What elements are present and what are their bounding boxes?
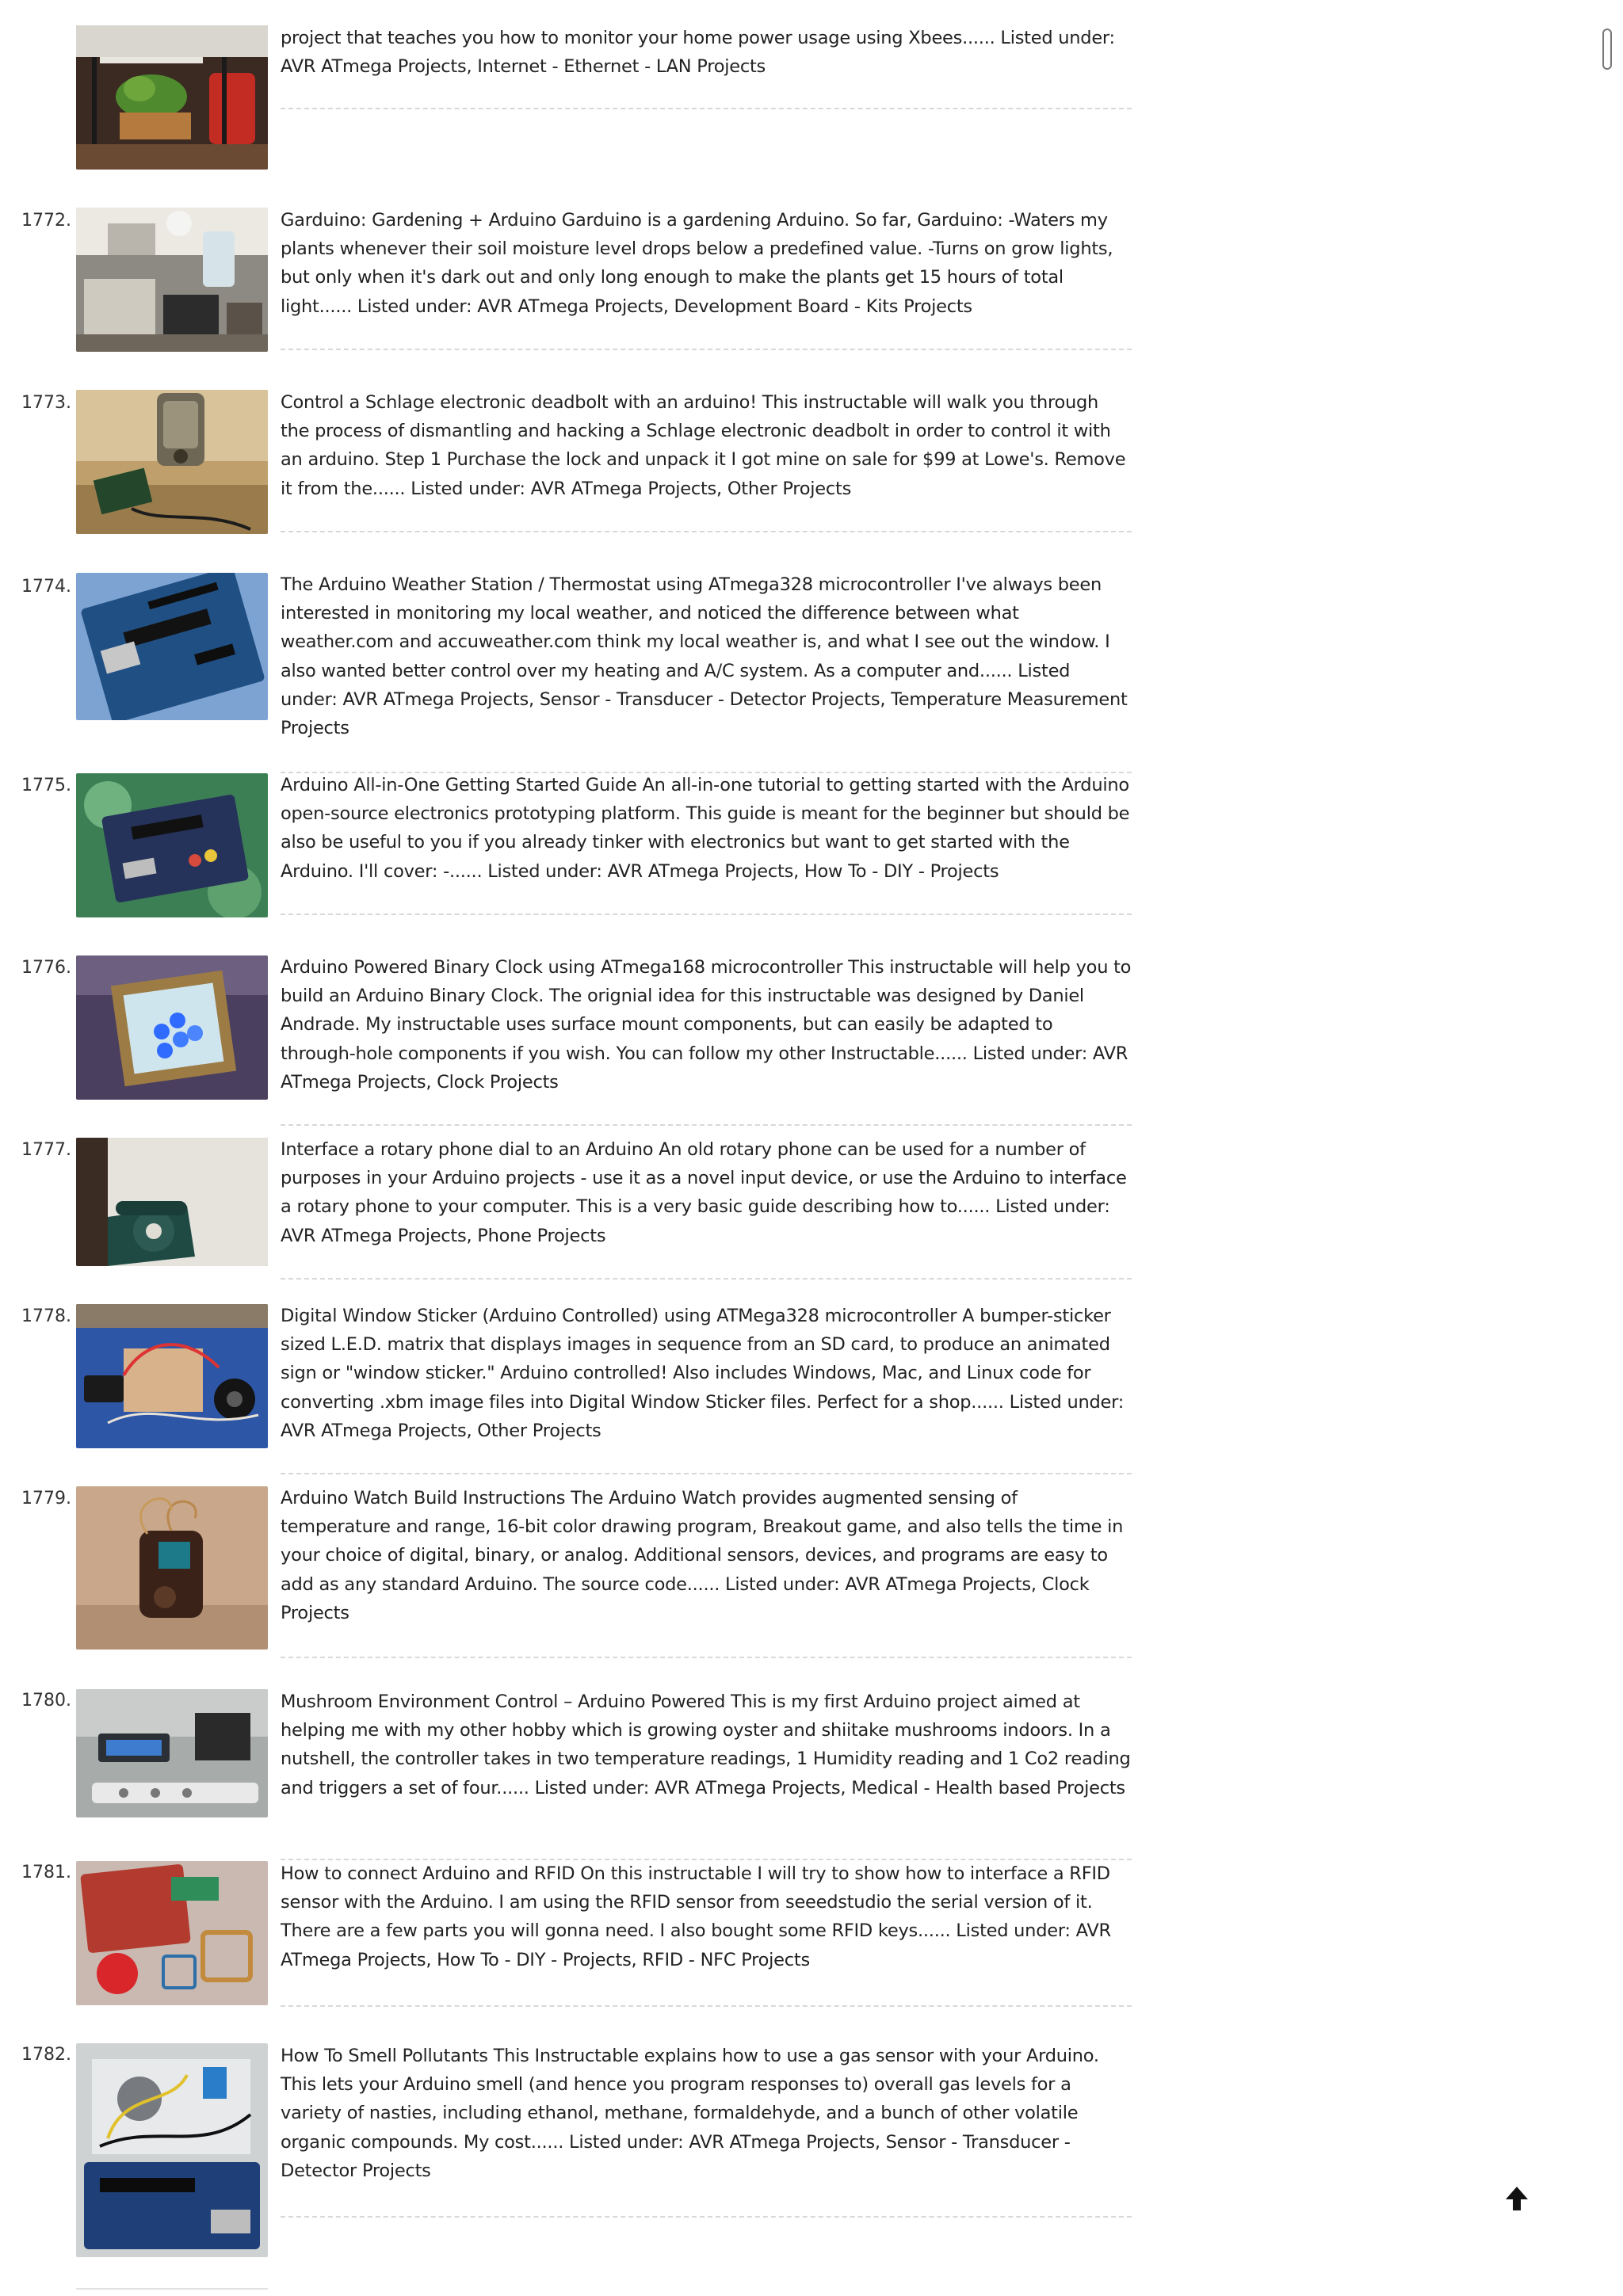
item-number: 1779. bbox=[21, 1489, 71, 1508]
item-description: Arduino All-in-One Getting Started Guide An all-in-one tutorial to getting started with the Arduino open-source electronics prototyping platform. This guide is meant for the beginner but should be also be useful to you if you already tinker with electronics but want to get started with the Arduino. I'll cover: -...... Listed under: AVR ATmega Projects, How To - DIY - Projects bbox=[281, 775, 1130, 882]
item-number: 1772. bbox=[21, 211, 71, 231]
item-description: Digital Window Sticker (Arduino Controlled) using ATMega328 microcontroller A bumper-sticker sized L.E.D. matrix that displays images in sequence from an SD card, to produce an animated sign or "window sticker." Arduino controlled! Also includes Windows, Mac, and Linux code for converting .xbm image files into Digital Window Sticker files. Perfect for a shop...... Listed under: AVR ATmega Projects, Other Projects bbox=[281, 1306, 1125, 1441]
item-thumbnail-link[interactable] bbox=[76, 1138, 268, 1266]
binary-clock-photo-icon bbox=[76, 955, 268, 1100]
item-thumbnail-link[interactable] bbox=[76, 25, 268, 170]
item-number: 1778. bbox=[21, 1306, 71, 1326]
rfid-arduino-photo-icon bbox=[76, 1861, 268, 2005]
item-description: Arduino Watch Build Instructions The Arduino Watch provides augmented sensing of temperature and range, 16-bit color drawing program, Breakout game, and also tells the time in your choice of digital, binary, or analog. Additional sensors, devices, and programs are easy to add as any standard Arduino. The source code...... Listed under: AVR ATmega Projects, Clock Projects bbox=[281, 1488, 1124, 1623]
item-divider bbox=[281, 531, 1132, 532]
list-item bbox=[0, 547, 1141, 747]
list-item bbox=[0, 182, 1141, 364]
back-to-top-button[interactable] bbox=[1499, 2182, 1534, 2217]
arrow-up-icon bbox=[1499, 2182, 1534, 2217]
list-item bbox=[0, 364, 1141, 547]
item-number: 1775. bbox=[21, 776, 71, 795]
arduino-board-photo-icon bbox=[76, 573, 268, 720]
item-description: How To Smell Pollutants This Instructable explains how to use a gas sensor with your Arduino. This lets your Arduino smell (and hence you program responses to) overall gas levels for a variety of nasties, including ethanol, methane, formaldehyde, and a bunch of other volatile organic compounds. My cost...... Listed under: AVR ATmega Projects, Sensor - Transducer - Detector Projects bbox=[281, 2046, 1099, 2181]
item-number: 1773. bbox=[21, 393, 71, 413]
item-divider bbox=[281, 2216, 1132, 2218]
item-description: Arduino Powered Binary Clock using ATmega168 microcontroller This instructable will help you to build an Arduino Binary Clock. The orignial idea for this instructable was designed by Daniel Andrade. My instructable uses surface mount components, but can easily be adapted to through-hole components if you wish. You can follow my other Instructable...... Listed under: AVR ATmega Projects, Clock Projects bbox=[281, 957, 1132, 1093]
list-item bbox=[0, 1112, 1141, 1278]
item-thumbnail-link[interactable] bbox=[76, 2043, 268, 2257]
garden-arduino-photo-icon bbox=[76, 208, 268, 352]
rotary-phone-photo-icon bbox=[76, 1138, 268, 1266]
mushroom-controller-photo-icon bbox=[76, 1689, 268, 1817]
item-number: 1780. bbox=[21, 1691, 71, 1711]
item-number: 1776. bbox=[21, 958, 71, 978]
item-description: project that teaches you how to monitor your home power usage using Xbees...... Listed under: AVR ATmega Projects, Internet - Ethernet - LAN Projects bbox=[281, 28, 1115, 78]
item-description: The Arduino Weather Station / Thermostat using ATmega328 microcontroller I've always been interested in monitoring my local weather, and noticed the difference between what weather.com and accuweather.com think my local weather is, and what I see out the window. I also wanted better control over my heating and A/C system. As a computer and...... Listed under: AVR ATmega Projects, Sensor - Transducer - Detector Projects, Temperature Measurement Projects bbox=[281, 574, 1128, 739]
item-description: Interface a rotary phone dial to an Arduino An old rotary phone can be used for a number of purposes in your Arduino projects - use it as a novel input device, or use the Arduino to interface a rotary phone to your computer. This is a very basic guide describing how to...... Listed under: AVR ATmega Projects, Phone Projects bbox=[281, 1139, 1127, 1246]
item-thumbnail-link[interactable] bbox=[76, 773, 268, 917]
next-thumbnail-edge bbox=[76, 2288, 268, 2290]
item-thumbnail-link[interactable] bbox=[76, 1689, 268, 1817]
item-number: 1782. bbox=[21, 2045, 71, 2065]
item-thumbnail-link[interactable] bbox=[76, 1486, 268, 1650]
item-divider bbox=[281, 1657, 1132, 1658]
scrollbar-thumb-icon[interactable] bbox=[1602, 29, 1612, 70]
item-divider bbox=[281, 913, 1132, 915]
list-item bbox=[0, 1833, 1141, 2015]
item-description: How to connect Arduino and RFID On this instructable I will try to show how to interface a RFID sensor with the Arduino. I am using the RFID sensor from seeedstudio the serial version of it. There are a few parts you will gonna need. I also bought some RFID keys...... Listed under: AVR ATmega Projects, How To - DIY - Projects, RFID - NFC Projects bbox=[281, 1863, 1111, 1970]
item-number: 1781. bbox=[21, 1863, 71, 1882]
item-description: Control a Schlage electronic deadbolt with an arduino! This instructable will walk you through the process of dismantling and hacking a Schlage electronic deadbolt in order to control it with an arduino. Step 1 Purchase the lock and unpack it I got mine on sale for $99 at Lowe's. Remove it from the...... Listed under: AVR ATmega Projects, Other Projects bbox=[281, 392, 1126, 499]
deadbolt-lock-photo-icon bbox=[76, 390, 268, 534]
list-item bbox=[0, 929, 1141, 1112]
item-thumbnail-link[interactable] bbox=[76, 208, 268, 352]
list-item bbox=[0, 2015, 1141, 2284]
window-sticker-circuit-photo-icon bbox=[76, 1304, 268, 1448]
item-number: 1774. bbox=[21, 577, 71, 597]
item-divider bbox=[281, 2005, 1132, 2007]
item-description: Mushroom Environment Control – Arduino Powered This is my first Arduino project aimed at helping me with my other hobby which is growing oyster and shiitake mushrooms indoors. In a nutshell, the controller takes in two temperature readings, 1 Humidity reading and 1 Co2 reading and triggers a set of four...... Listed under: AVR ATmega Projects, Medical - Health based Projects bbox=[281, 1691, 1131, 1798]
item-description: Garduino: Gardening + Arduino Garduino is a gardening Arduino. So far, Garduino: -Waters my plants whenever their soil moisture level drops below a predefined value. -Turns on grow lights, but only when it's dark out and only long enough to make the plants get 15 hours of total light...... Listed under: AVR ATmega Projects, Development Board - Kits Projects bbox=[281, 210, 1113, 317]
arduino-watch-photo-icon bbox=[76, 1486, 268, 1650]
arduino-board-green-photo-icon bbox=[76, 773, 268, 917]
list-item bbox=[0, 0, 1141, 182]
list-item bbox=[0, 1278, 1141, 1460]
item-thumbnail-link[interactable] bbox=[76, 955, 268, 1100]
item-divider bbox=[281, 349, 1132, 350]
item-thumbnail-link[interactable] bbox=[76, 1304, 268, 1448]
item-divider bbox=[281, 108, 1132, 109]
item-number: 1777. bbox=[21, 1140, 71, 1160]
hydroponic-planter-photo-icon bbox=[76, 25, 268, 170]
list-item bbox=[0, 1460, 1141, 1661]
item-thumbnail-link[interactable] bbox=[76, 1861, 268, 2005]
item-thumbnail-link[interactable] bbox=[76, 573, 268, 720]
list-item bbox=[0, 1661, 1141, 1833]
list-item bbox=[0, 747, 1141, 929]
item-thumbnail-link[interactable] bbox=[76, 390, 268, 534]
gas-sensor-arduino-photo-icon bbox=[76, 2043, 268, 2257]
